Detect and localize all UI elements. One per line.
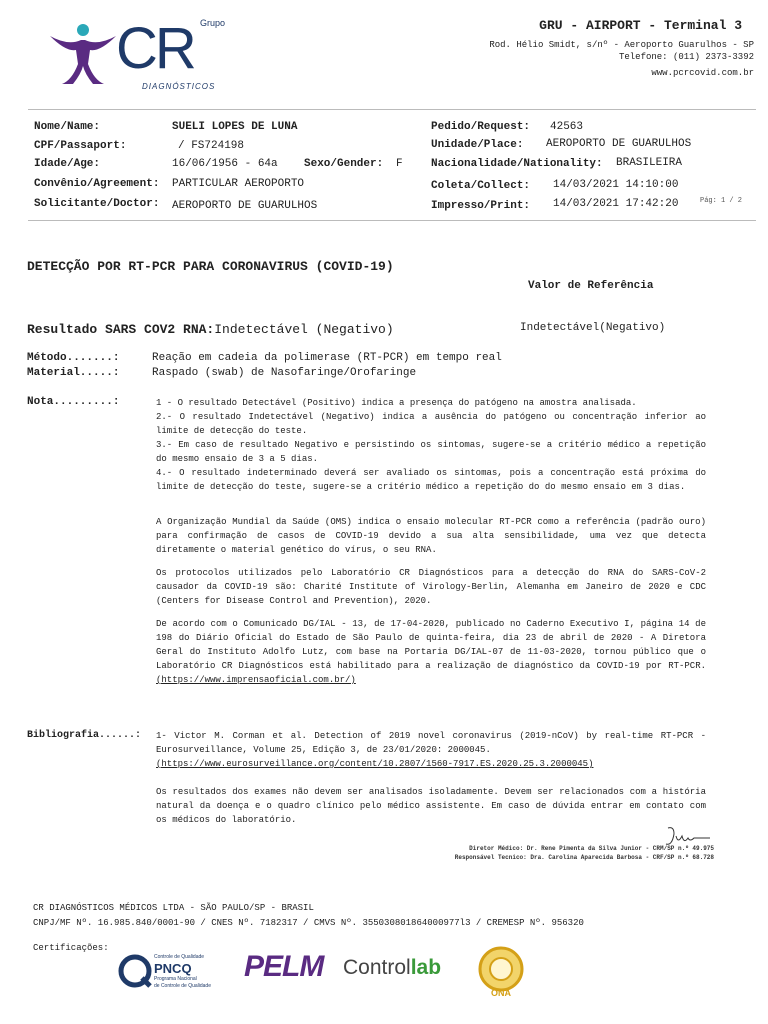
pncq-main-text: PNCQ — [154, 961, 192, 976]
unit-value: AEROPORTO DE GUARULHOS — [546, 138, 692, 150]
material-value: Raspado (swab) de Nasofaringe/Orofaringe — [152, 367, 417, 379]
unit-phone: Telefone: (011) 2373-3392 — [618, 52, 754, 62]
doctor-value: AEROPORTO DE GUARULHOS — [172, 200, 318, 212]
pelm-logo: PELM — [244, 950, 324, 983]
ona-logo — [476, 946, 526, 1000]
dgial-paragraph — [156, 617, 706, 687]
disclaimer: Os resultados dos exames não devem ser analisados isoladamente. Devem ser relacionados com a história natural da doença e o quadro clínico pelo médico assistente. Em caso de dúvida entrar em contato com os médicos do laboratório. — [156, 787, 706, 825]
agreement-label: Convênio/Agreement: — [34, 178, 160, 190]
sex-label: Sexo/Gender: — [304, 158, 384, 170]
pncq-logo — [118, 952, 228, 992]
cpf-label: CPF/Passaport: — [34, 140, 127, 152]
ona-seal-icon — [478, 946, 524, 992]
doctor-label: Solicitante/Doctor: — [34, 198, 160, 210]
patient-divider — [28, 220, 756, 221]
request-value: 42563 — [550, 121, 584, 133]
sex-value: F — [396, 158, 403, 170]
unit-address: Rod. Hélio Smidt, s/nº - Aeroporto Guarulhos - SP — [489, 40, 754, 50]
bibliography-label: Bibliografia......: — [27, 730, 142, 741]
nationality-label: Nacionalidade/Nationality: — [431, 158, 603, 170]
age-value: 16/06/1956 - 64a — [172, 158, 278, 170]
note-item: 3.- Em caso de resultado Negativo e persistindo os sintomas, sugere-se a critério médico a repetição do mesmo ensaio de 3 a 5 dias. — [156, 440, 706, 464]
name-label: Nome/Name: — [34, 121, 101, 133]
technical-signature: Responsável Tecnico: Dra. Carolina Aparecida Barbosa - CRF/SP n.º 68.728 — [454, 854, 714, 861]
material-label: Material.....: — [27, 367, 120, 379]
cr-logo — [44, 18, 224, 98]
company-name: CR DIAGNÓSTICOS MÉDICOS LTDA - SÃO PAULO/SP - BRASIL — [33, 903, 314, 913]
dgial-text: De acordo com o Comunicado DG/IAL - 13, de 17-04-2020, publicado no Caderno Executivo I, página 14 de 198 do Diário Oficial do Estado de São Paulo de quinta-feira, dia 23 de abril de 2020 - A Diretora Geral do Instituto Adolfo Lutz, com base na Portaria DG/IAL-07 de 11-03-2020, tornou público que o Laboratório CR Diagnósticos está habilitado para a realização de diagnóstico da COVID-19 por RT-PCR. — [156, 619, 706, 671]
controllab-text-b: lab — [410, 956, 442, 979]
reference-header: Valor de Referência — [528, 280, 654, 292]
print-label: Impresso/Print: — [431, 200, 531, 212]
result-row — [27, 322, 394, 337]
imprensa-link[interactable]: (https://www.imprensaoficial.com.br/) — [156, 675, 356, 685]
pncq-emblem-icon — [118, 954, 152, 988]
director-signature: Diretor Médico: Dr. Rene Pimenta da Silva Junior - CRM/SP n.º 49.975 — [469, 845, 714, 852]
nationality-value: BRASILEIRA — [616, 157, 683, 169]
collect-label: Coleta/Collect: — [431, 180, 531, 192]
unit-title: GRU - AIRPORT - Terminal 3 — [539, 18, 742, 33]
logo-group-text: Grupo — [200, 18, 226, 28]
ona-text: ONA — [491, 988, 511, 998]
name-value: SUELI LOPES DE LUNA — [172, 121, 298, 133]
pncq-sub1-text: Programa Nacional — [154, 976, 197, 982]
bibliography-block — [156, 729, 706, 771]
reference-value: Indetectável(Negativo) — [520, 322, 666, 334]
result-label: Resultado SARS COV2 RNA: — [27, 322, 215, 337]
unit-website: www.pcrcovid.com.br — [651, 68, 754, 78]
certifications-label: Certificações: — [33, 943, 109, 953]
page-number: Pág: 1 / 2 — [700, 197, 743, 205]
logo-sub-text: DIAGNÓSTICOS — [142, 82, 216, 91]
eurosurveillance-link[interactable]: (https://www.eurosurveillance.org/content/10.2807/1560-7917.ES.2020.25.3.2000045) — [156, 759, 594, 769]
oms-paragraph: A Organização Mundial da Saúde (OMS) indica o ensaio molecular RT-PCR como a referência (padrão ouro) para confirmação de casos de COVID-19 devido a sua alta sensibilidade, uma vez que detecta diretamente o material genético do vírus, o seu RNA. — [156, 517, 706, 555]
notes-block — [156, 396, 706, 696]
age-label: Idade/Age: — [34, 158, 101, 170]
note-item: 2.- O resultado Indetectável (Negativo) indica a ausência do patógeno ou concentração inferior ao limite de detecção do teste. — [156, 412, 706, 436]
pncq-top-text: Controle de Qualidade — [154, 954, 205, 960]
method-label: Método.......: — [27, 352, 120, 364]
note-label: Nota.........: — [27, 396, 120, 408]
method-value: Reação em cadeia da polimerase (RT-PCR) em tempo real — [152, 352, 502, 364]
controllab-logo — [343, 956, 441, 980]
agreement-value: PARTICULAR AEROPORTO — [172, 178, 305, 190]
bibliography-text: 1- Victor M. Corman et al. Detection of 2019 novel coronavirus (2019-nCoV) by real-time RT-PCR - Eurosurveillance, Volume 25, Edição 3, de 23/01/2020: 2000045. — [156, 731, 706, 755]
header-divider — [28, 109, 756, 110]
result-value: Indetectável (Negativo) — [214, 322, 394, 337]
note-item: 1 - O resultado Detectável (Positivo) indica a presença do patógeno na amostra analisada. — [156, 398, 637, 408]
logo-main-text: CR — [116, 16, 194, 81]
pncq-sub2-text: de Controle de Qualidade — [154, 983, 211, 989]
controllab-text-a: Control — [343, 956, 411, 979]
protocols-paragraph: Os protocolos utilizados pelo Laboratório CR Diagnósticos para a detecção do RNA do SARS-CoV-2 causador da COVID-19 são: Charité Institute of Virology-Berlin, Alemanha em Janeiro de 2020 e CDC (Centers for Disease Control and Prevention), 2020. — [156, 568, 706, 606]
unit-label: Unidade/Place: — [431, 139, 524, 151]
company-registry: CNPJ/MF Nº. 16.985.840/0001-90 / CNES Nº. 7182317 / CMVS Nº. 355030801864000977l3 / CREMESP Nº. 956320 — [33, 918, 584, 928]
request-label: Pedido/Request: — [431, 121, 531, 133]
collect-value: 14/03/2021 14:10:00 — [553, 179, 679, 191]
exam-title: DETECÇÃO POR RT-PCR PARA CORONAVIRUS (COVID-19) — [27, 259, 394, 274]
note-item: 4.- O resultado indeterminado deverá ser avaliado os sintomas, pois a concentração está próxima do limite de detecção do teste, sugere-se a critério médico a repetição do do mesmo ensaio em 3 dias. — [156, 468, 706, 492]
person-figure-icon — [48, 22, 118, 86]
cpf-value: / FS724198 — [178, 140, 245, 152]
print-value: 14/03/2021 17:42:20 — [553, 198, 679, 210]
